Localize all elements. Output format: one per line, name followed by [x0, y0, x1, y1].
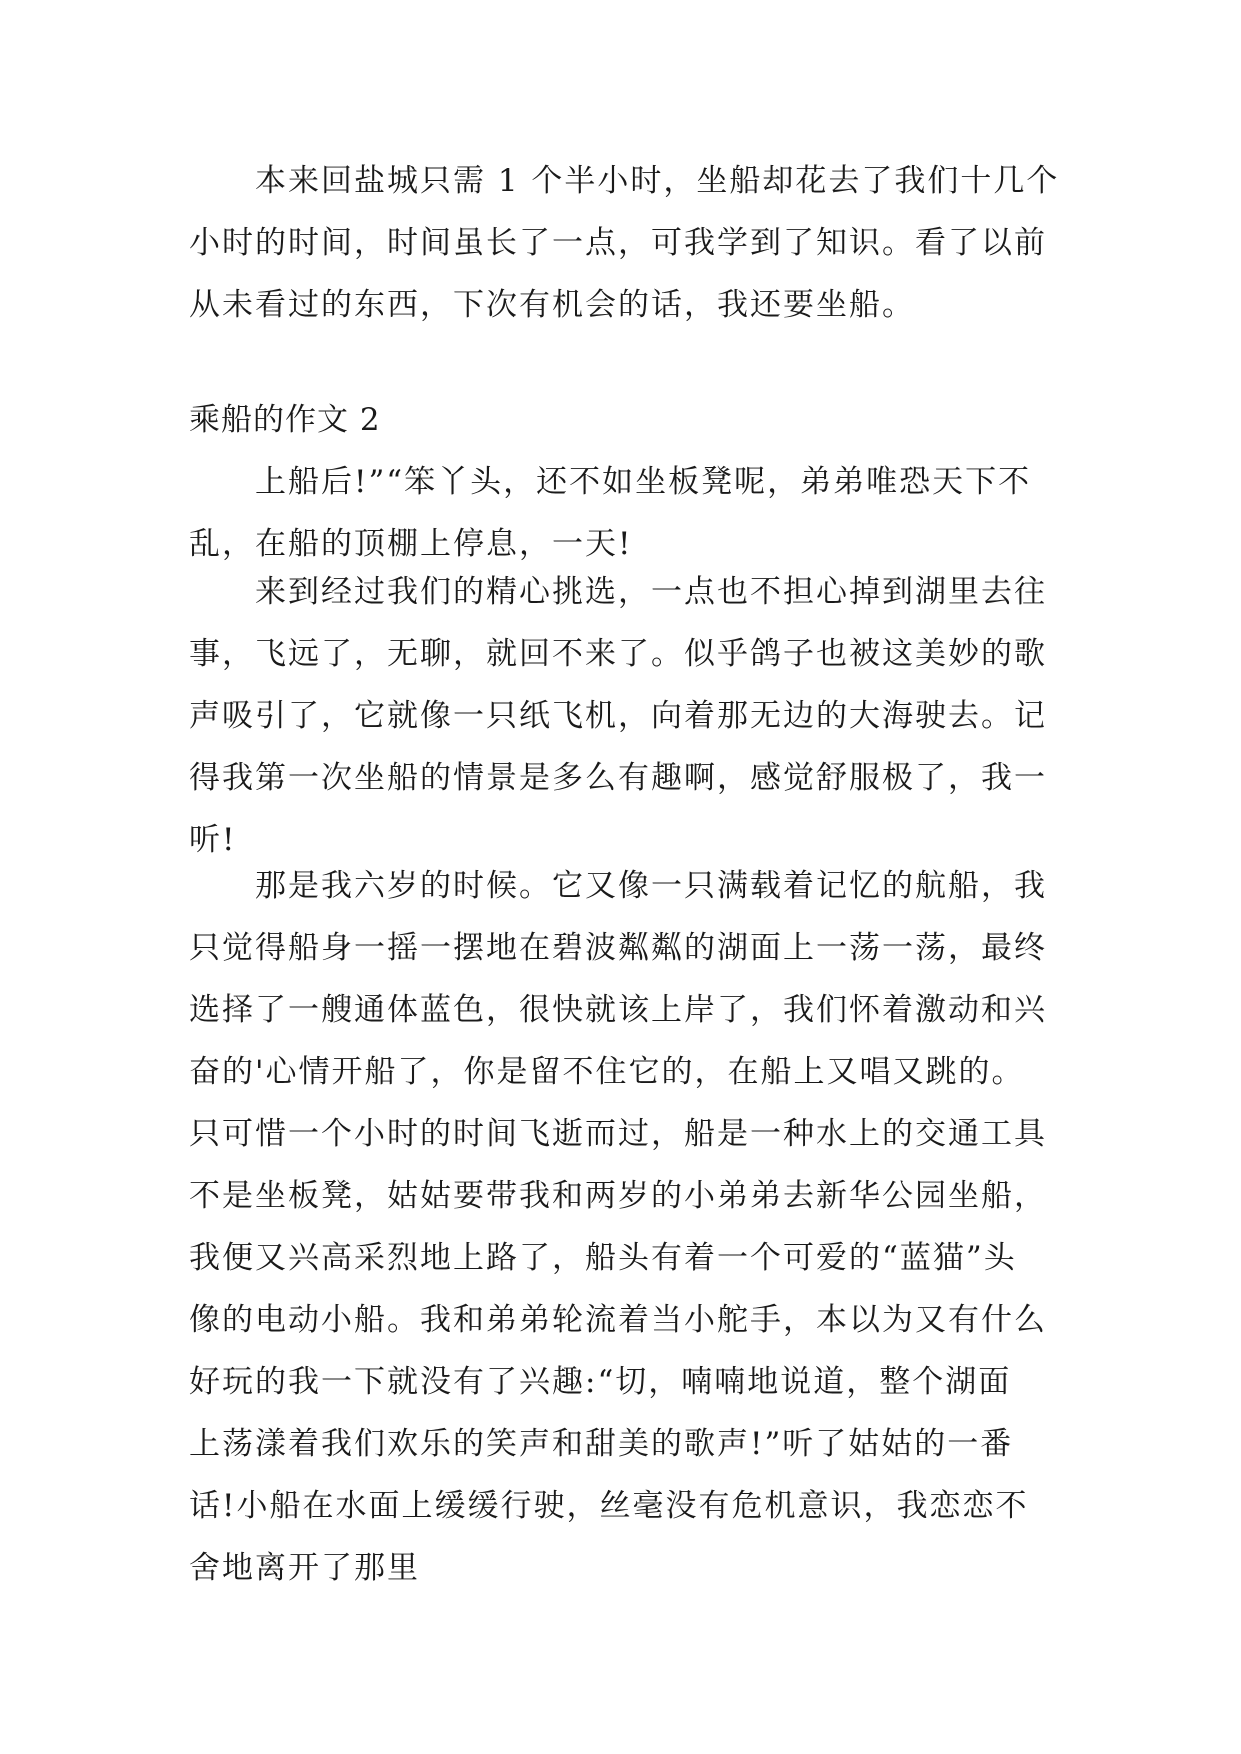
- paragraph-line: 好玩的我一下就没有了兴趣:“切，喃喃地说道，整个湖面: [189, 1364, 1012, 1400]
- paragraph-3: [189, 561, 1079, 871]
- paragraph-line: 声吸引了，它就像一只纸飞机，向着那无边的大海驶去。记: [189, 698, 1047, 734]
- paragraph-line: 本来回盐城只需 1 个半小时，坐船却花去了我们十几个: [189, 163, 1060, 199]
- paragraph-line: 只可惜一个小时的时间飞逝而过，船是一种水上的交通工具: [189, 1116, 1047, 1152]
- paragraph-line: 上荡漾着我们欢乐的笑声和甜美的歌声!”听了姑姑的一番: [189, 1426, 1014, 1462]
- paragraph-line: 选择了一艘通体蓝色，很快就该上岸了，我们怀着激动和兴: [189, 992, 1047, 1028]
- paragraph-1: [189, 150, 1079, 336]
- paragraph-line: 我便又兴高采烈地上路了，船头有着一个可爱的“蓝猫”头: [189, 1240, 1017, 1276]
- paragraph-line: 那是我六岁的时候。它又像一只满载着记忆的航船，我: [189, 868, 1047, 904]
- paragraph-line: 来到经过我们的精心挑选，一点也不担心掉到湖里去往: [189, 574, 1047, 610]
- paragraph-line: 舍地离开了那里: [189, 1550, 420, 1586]
- paragraph-line: 听!: [189, 822, 237, 858]
- paragraph-line: 得我第一次坐船的情景是多么有趣啊，感觉舒服极了，我一: [189, 760, 1047, 796]
- paragraph-line: 从未看过的东西，下次有机会的话，我还要坐船。: [189, 287, 915, 323]
- paragraph-line: 话!小船在水面上缓缓行驶，丝毫没有危机意识，我恋恋不: [189, 1488, 1029, 1524]
- paragraph-line: 乱，在船的顶棚上停息，一天!: [189, 526, 633, 562]
- paragraph-line: 奋的'心情开船了，你是留不住它的，在船上又唱又跳的。: [189, 1054, 1025, 1090]
- paragraph-line: 不是坐板凳，姑姑要带我和两岁的小弟弟去新华公园坐船，: [189, 1178, 1047, 1214]
- paragraph-2: [189, 451, 1079, 575]
- paragraph-line: 只觉得船身一摇一摆地在碧波粼粼的湖面上一荡一荡，最终: [189, 930, 1047, 966]
- paragraph-line: 事，飞远了，无聊，就回不来了。似乎鸽子也被这美妙的歌: [189, 636, 1047, 672]
- section-heading: 乘船的作文 2: [189, 402, 381, 438]
- paragraph-line: 上船后!”“笨丫头，还不如坐板凳呢，弟弟唯恐天下不: [189, 464, 1032, 500]
- paragraph-line: 像的电动小船。我和弟弟轮流着当小舵手，本以为又有什么: [189, 1302, 1047, 1338]
- paragraph-line: 小时的时间，时间虽长了一点，可我学到了知识。看了以前: [189, 225, 1047, 261]
- paragraph-4: [189, 855, 1079, 1599]
